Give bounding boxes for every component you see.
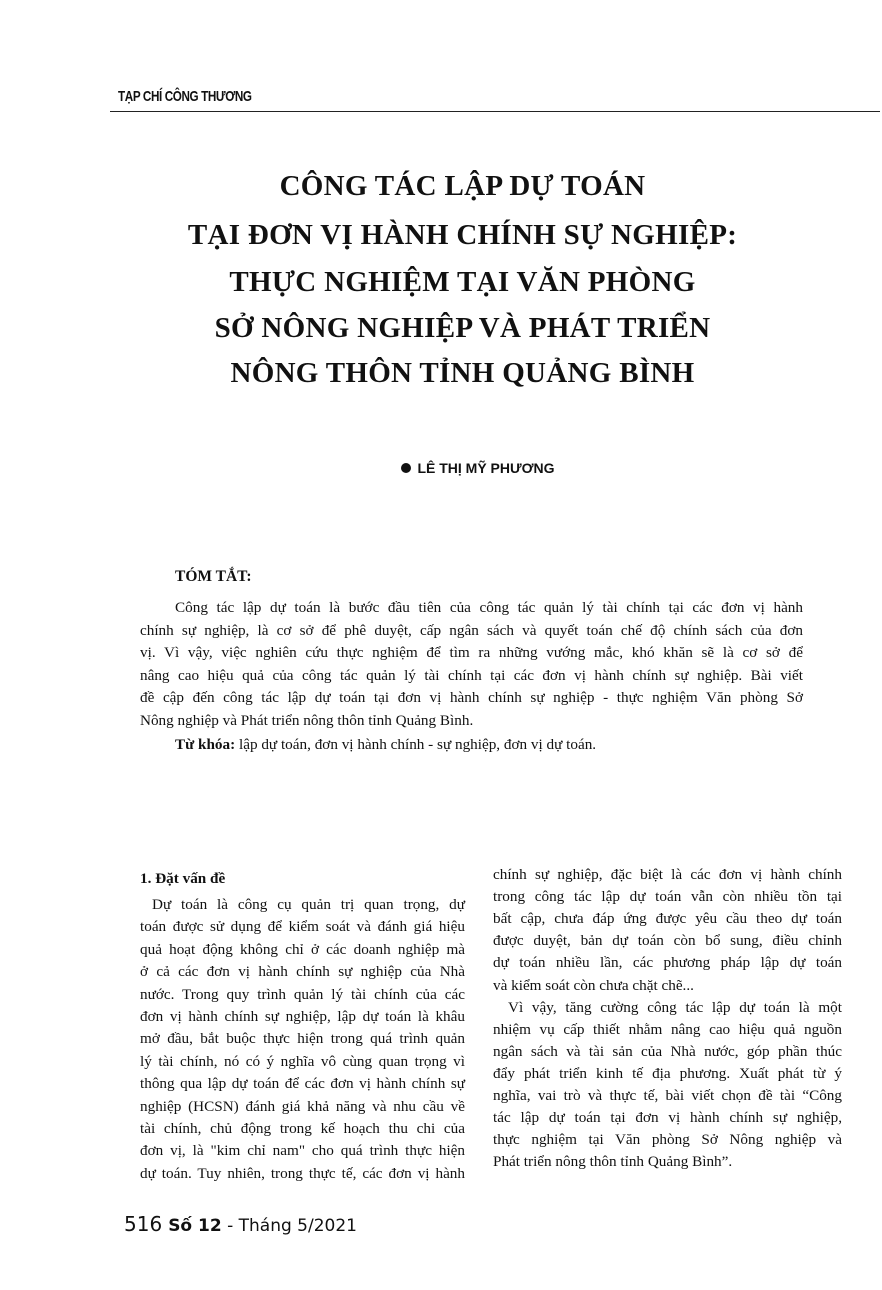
- journal-name: TẠP CHÍ CÔNG THƯƠNG: [118, 88, 252, 105]
- paragraph-line: Phát triển nông thôn tỉnh Quảng Bình”.: [493, 1153, 733, 1171]
- abstract-line: Công tác lập dự toán là bước đầu tiên của công tác quản lý tài chính tại các đơn vị hành: [175, 599, 803, 616]
- title-line: TẠI ĐƠN VỊ HÀNH CHÍNH SỰ NGHIỆP:: [187, 219, 738, 251]
- paragraph-line: đơn vị hành chính sự nghiệp, lập dự toán là khâu: [140, 1008, 465, 1025]
- keywords: [175, 735, 596, 755]
- author-name: LÊ THỊ MỸ PHƯƠNG: [417, 460, 555, 476]
- paragraph-line: thông qua lập dự toán để các đơn vị hành chính sự: [140, 1075, 465, 1093]
- paragraph-line: Dự toán là công cụ quản trị quan trọng, dự: [152, 896, 465, 913]
- paragraph-line: nước. Trong quy trình quản lý tài chính của các: [140, 985, 465, 1003]
- paragraph-line: mở đầu, bắt buộc thực hiện trong quá trình quản: [140, 1030, 465, 1048]
- issue-number: Số 12: [168, 1216, 222, 1236]
- header-rule: [110, 111, 880, 112]
- abstract-heading: TÓM TẮT:: [175, 568, 252, 585]
- abstract-line: Nông nghiệp và Phát triển nông thôn tỉnh Quảng Bình.: [140, 711, 474, 729]
- paragraph-line: đẩy phát triển kinh tế địa phương. Xuất phát từ ý: [493, 1064, 842, 1082]
- paragraph-line: nhiệm vụ cấp thiết nhằm nâng cao hiệu quả nguồn: [493, 1020, 842, 1038]
- title-line: NÔNG THÔN TỈNH QUẢNG BÌNH: [230, 357, 695, 389]
- paragraph-line: nghĩa, vai trò và thực tế, bài viết chọn đề tài “Công: [493, 1087, 842, 1104]
- paragraph-line: đơn vị, là "kim chỉ nam" cho quá trình thực hiện: [140, 1142, 465, 1160]
- paragraph-line: trong công tác lập dự toán vẫn còn nhiều tồn tại: [493, 888, 842, 906]
- abstract-line: chính sự nghiệp, là cơ sở để phê duyệt, cấp ngân sách và quyết toán chế độ chính sách của đơn: [140, 621, 803, 639]
- paragraph-line: nghiệp (HCSN) đánh giá khả năng và nhu cầu về: [140, 1097, 465, 1115]
- title-line: THỰC NGHIỆM TẠI VĂN PHÒNG: [229, 266, 696, 298]
- paragraph-line: bất cập, chưa đáp ứng được yêu cầu theo dự toán: [493, 910, 842, 928]
- abstract-line: đề cập đến công tác lập dự toán tại đơn vị hành chính sự nghiệp - thực nghiệm Văn phòng Sở: [140, 689, 803, 706]
- keywords-text: lập dự toán, đơn vị hành chính - sự nghiệp, đơn vị dự toán.: [235, 736, 597, 753]
- paragraph-line: ở cả các đơn vị hành chính sự nghiệp của Nhà: [140, 963, 465, 981]
- paragraph-line: quả hoạt động không chỉ ở các doanh nghiệp mà: [140, 940, 465, 958]
- paragraph-line: toán được sử dụng để kiểm soát và đánh giá hiệu: [140, 918, 465, 936]
- title-line: SỞ NÔNG NGHIỆP VÀ PHÁT TRIỂN: [214, 312, 711, 344]
- bullet-icon: [401, 463, 411, 473]
- paragraph-line: và kiểm soát còn chưa chặt chẽ...: [493, 976, 694, 994]
- paragraph-line: thực nghiệm tại Văn phòng Sở Nông nghiệp và: [493, 1131, 842, 1149]
- paragraph-line: tác lập dự toán tại đơn vị hành chính sự nghiệp,: [493, 1109, 842, 1127]
- abstract-line: vị. Vì vậy, việc nghiên cứu thực nghiệm để tìm ra những vướng mắc, khó khăn sẽ là cơ sở để: [140, 644, 803, 661]
- issue-date: - Tháng 5/2021: [221, 1216, 357, 1236]
- section-heading: 1. Đặt vấn đề: [140, 870, 226, 887]
- title-line: CÔNG TÁC LẬP DỰ TOÁN: [279, 170, 646, 202]
- paragraph-line: lý tài chính, nó có ý nghĩa vô cùng quan trọng vì: [140, 1052, 465, 1070]
- author: [0, 460, 882, 476]
- paragraph-line: tài chính, chủ động trong kế hoạch thu chi của: [140, 1120, 465, 1137]
- paragraph-line: Vì vậy, tăng cường công tác lập dự toán là một: [508, 998, 842, 1016]
- paragraph-line: chính sự nghiệp, đặc biệt là các đơn vị hành chính: [493, 866, 842, 883]
- paragraph-line: dự toán. Tuy nhiên, trong thực tế, các đơn vị hành: [140, 1164, 465, 1182]
- paragraph-line: ngân sách và tài sản của Nhà nước, góp phần thúc: [493, 1042, 842, 1060]
- page-footer: [124, 1212, 357, 1236]
- paragraph-line: dự toán nhiều lần, các phương pháp lập dự toán: [493, 954, 842, 972]
- paragraph-line: được duyệt, bản dự toán còn bổ sung, điều chỉnh: [493, 932, 842, 950]
- page-number: 516: [124, 1212, 163, 1236]
- keywords-label: Từ khóa:: [175, 736, 236, 753]
- abstract-line: nâng cao hiệu quả của công tác quản lý tài chính tại các đơn vị hành chính sự nghiệp. Bài viết: [140, 666, 803, 684]
